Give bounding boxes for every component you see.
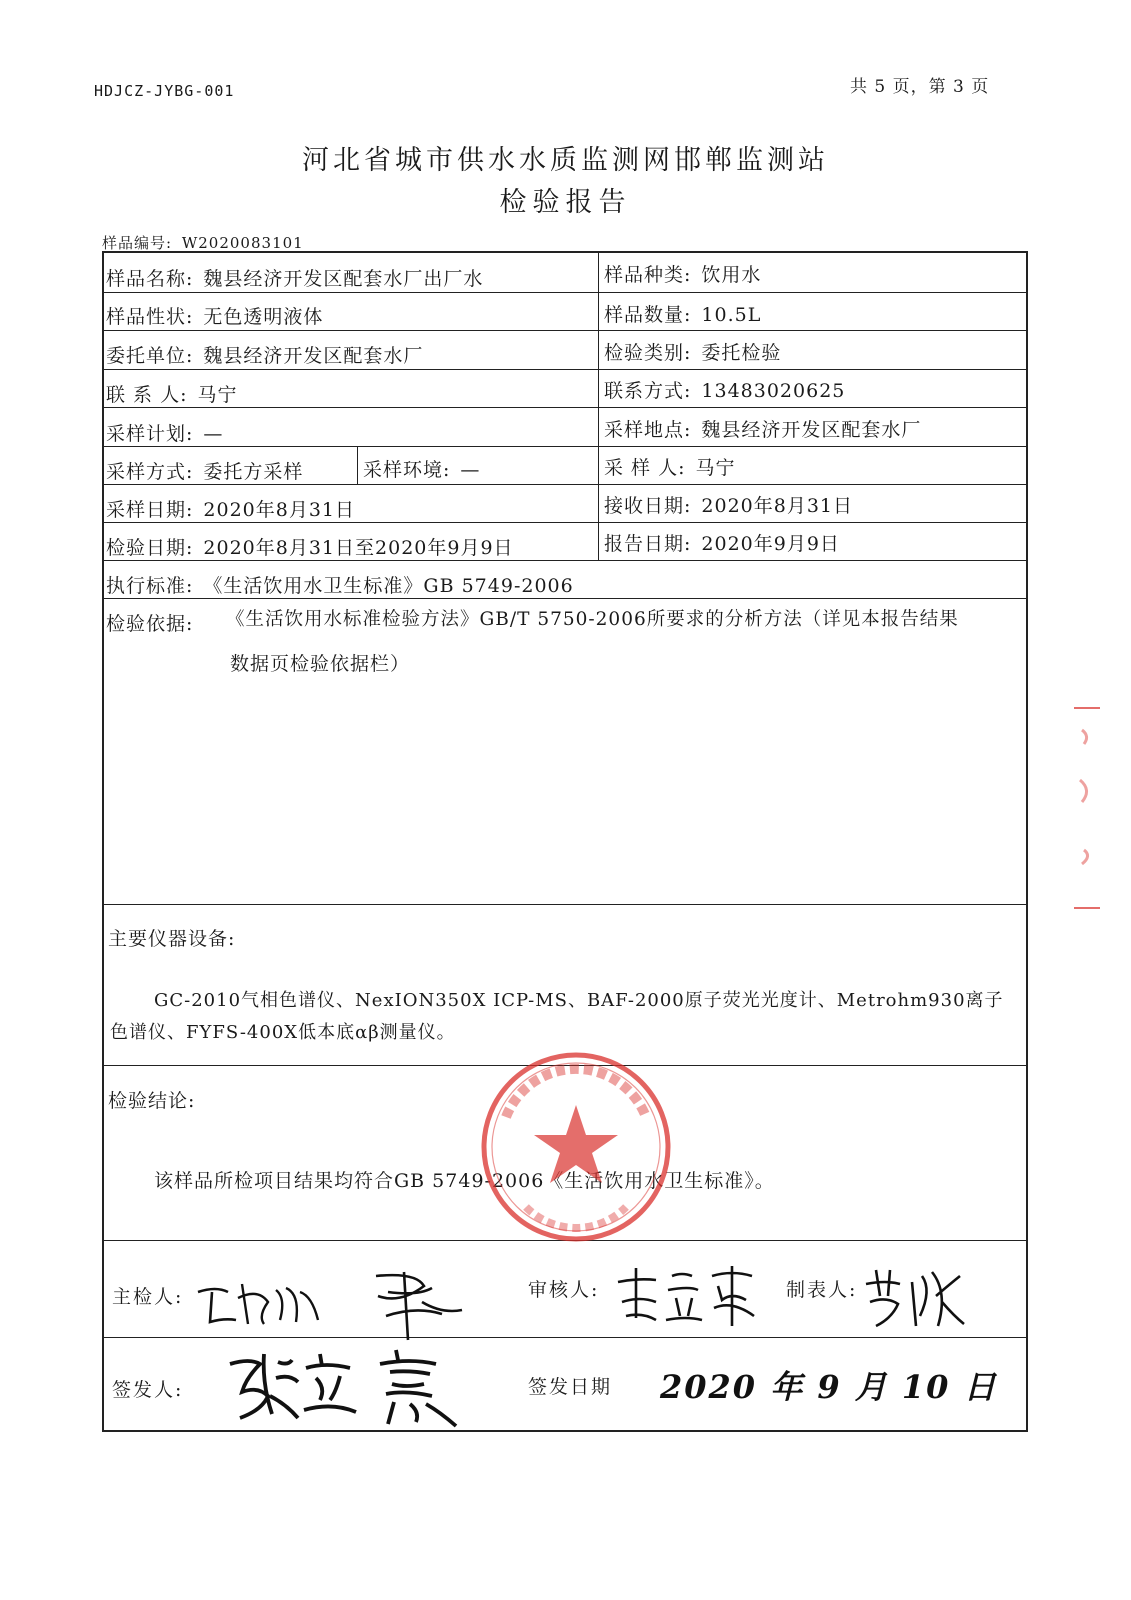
report-date-label: 报告日期:	[604, 533, 692, 555]
standard-label: 执行标准:	[106, 575, 194, 597]
preparer-signature	[862, 1262, 972, 1332]
client-label: 委托单位:	[106, 345, 194, 367]
test-date-cell	[106, 533, 514, 560]
inspector-label: 主检人:	[112, 1286, 184, 1308]
official-seal-stamp	[476, 1047, 676, 1247]
sample-quantity-cell	[604, 300, 761, 327]
row-divider	[102, 522, 1028, 523]
sampling-method-label: 采样方式:	[106, 461, 194, 483]
sampler-label: 采 样 人:	[604, 457, 686, 479]
row-divider	[102, 446, 1028, 447]
reviewer-label: 审核人:	[528, 1279, 600, 1301]
sampling-site-cell	[604, 415, 921, 442]
sampling-method-value: 委托方采样	[203, 461, 304, 483]
row-divider	[102, 598, 1028, 599]
sampling-date-label: 采样日期:	[106, 499, 194, 521]
reviewer-signature	[612, 1258, 762, 1328]
sample-number-value: W2020083101	[181, 234, 304, 252]
report-date-value: 2020年9月9日	[701, 533, 840, 555]
issue-date-value: 2020 年 9 月 10 日	[660, 1368, 998, 1406]
receive-date-value: 2020年8月31日	[701, 495, 854, 517]
sample-type-value: 饮用水	[701, 264, 762, 286]
basis-text-line2: 数据页检验依据栏）	[230, 653, 411, 675]
equipment-label: 主要仪器设备:	[108, 928, 236, 950]
column-divider	[598, 251, 599, 560]
sampling-plan-value: —	[203, 423, 224, 445]
row-divider	[102, 560, 1028, 561]
test-category-cell	[604, 338, 781, 365]
page-info: 共 5 页，第 3 页	[850, 77, 990, 97]
sampling-environment-label: 采样环境:	[363, 459, 451, 481]
phone-cell	[604, 376, 845, 403]
page-edge-seal-fragment	[1070, 700, 1100, 915]
standard-cell	[106, 571, 574, 598]
contact-label: 联 系 人:	[106, 384, 188, 406]
sampling-date-value: 2020年8月31日	[203, 499, 356, 521]
sample-type-cell	[604, 260, 761, 287]
sampling-plan-cell	[106, 419, 223, 446]
test-category-label: 检验类别:	[604, 342, 692, 364]
client-value: 魏县经济开发区配套水厂	[203, 345, 424, 367]
basis-label: 检验依据:	[106, 613, 194, 635]
sampler-value: 马宁	[695, 457, 736, 479]
report-title: 检验报告	[499, 187, 632, 218]
sampling-plan-label: 采样计划:	[106, 423, 194, 445]
report-date-cell	[604, 529, 840, 556]
receive-date-cell	[604, 491, 853, 518]
equipment-text-line2: 色谱仪、FYFS-400X低本底αβ测量仪。	[110, 1022, 456, 1043]
sample-number	[102, 232, 304, 253]
sample-name-label: 样品名称:	[106, 268, 194, 290]
row-divider	[102, 484, 1028, 485]
test-date-label: 检验日期:	[106, 537, 194, 559]
sample-name-value: 魏县经济开发区配套水厂出厂水	[203, 268, 484, 290]
basis-text-line1: 《生活饮用水标准检验方法》GB/T 5750-2006所要求的分析方法（详见本报告结果	[226, 609, 959, 630]
inspector-signature	[190, 1262, 480, 1342]
sample-number-label: 样品编号:	[102, 234, 173, 252]
issue-date-label: 签发日期	[528, 1376, 613, 1398]
sample-quantity-label: 样品数量:	[604, 304, 692, 326]
sampler-cell	[604, 453, 736, 480]
sample-state-cell	[106, 302, 323, 329]
issuer-signature	[220, 1344, 490, 1434]
contact-value: 马宁	[197, 384, 238, 406]
sampling-site-label: 采样地点:	[604, 419, 692, 441]
row-divider	[102, 330, 1028, 331]
conclusion-label: 检验结论:	[108, 1090, 196, 1112]
report-organization-title: 河北省城市供水水质监测网邯郸监测站	[302, 145, 829, 176]
preparer-label: 制表人:	[786, 1279, 858, 1301]
row-divider	[102, 904, 1028, 905]
sampling-method-cell	[106, 457, 303, 484]
sampling-environment-value: —	[460, 459, 481, 481]
receive-date-label: 接收日期:	[604, 495, 692, 517]
standard-value: 《生活饮用水卫生标准》GB 5749-2006	[203, 575, 574, 597]
conclusion-text: 该样品所检项目结果均符合GB 5749-2006《生活饮用水卫生标准》。	[154, 1170, 775, 1192]
contact-cell	[106, 380, 238, 407]
column-divider	[357, 446, 358, 484]
issuer-label: 签发人:	[112, 1379, 184, 1401]
sample-state-value: 无色透明液体	[203, 306, 324, 328]
row-divider	[102, 369, 1028, 370]
phone-value: 13483020625	[701, 380, 846, 402]
sampling-site-value: 魏县经济开发区配套水厂	[701, 419, 922, 441]
test-category-value: 委托检验	[701, 342, 782, 364]
client-cell	[106, 341, 423, 368]
phone-label: 联系方式:	[604, 380, 692, 402]
sample-name-cell	[106, 264, 483, 291]
sample-state-label: 样品性状:	[106, 306, 194, 328]
row-divider	[102, 292, 1028, 293]
row-divider	[102, 407, 1028, 408]
sampling-environment-cell	[363, 455, 480, 482]
sampling-date-cell	[106, 495, 355, 522]
test-date-value: 2020年8月31日至2020年9月9日	[203, 537, 514, 559]
sample-type-label: 样品种类:	[604, 264, 692, 286]
sample-quantity-value: 10.5L	[701, 304, 762, 326]
document-code: HDJCZ-JYBG-001	[94, 82, 235, 100]
equipment-text-line1: GC-2010气相色谱仪、NexION350X ICP-MS、BAF-2000原子荧光光度计、Metrohm930离子	[154, 990, 1004, 1011]
